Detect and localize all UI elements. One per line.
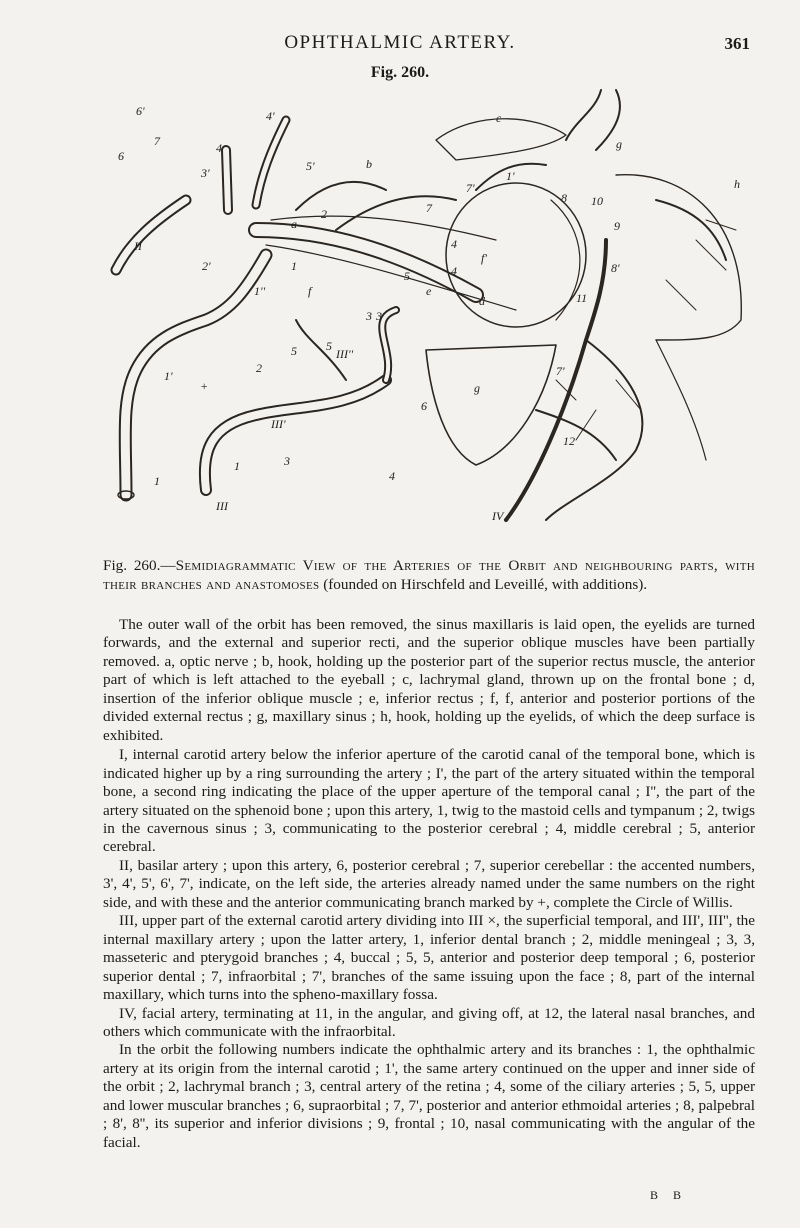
illustration-label: e [426, 284, 432, 298]
illustration-label: 1' [164, 369, 173, 383]
illustration-label: III' [271, 417, 286, 431]
paragraph: III, upper part of the external carotid artery dividing into III ×, the superficial temporal, and III', III'', the internal maxillary artery ; upon the latter artery, 1, inferior dental branch ; 2, middle meningeal ; 3, 3, masseteric and pterygoid branches ; 4, buccal ; 5, 5, anterior and posterior deep temporal ; 6, posterior superior dental ; 7, infraorbital ; 7', branches of the same issuing upon the face ; 8, part of the internal maxillary, which turns into the spheno-maxillary fossa. [103, 912, 755, 1004]
illustration-label: c [496, 111, 502, 125]
arteries-illustration [96, 80, 756, 530]
signature-mark: B B [649, 1188, 687, 1202]
caption-title: Semidiagrammatic View of the Arteries of the Orbit and neighbouring parts, with their branches and anastomoses [103, 557, 755, 593]
illustration-label: f [308, 284, 312, 298]
body-text [103, 616, 755, 1152]
illustration-label: 7' [556, 364, 565, 378]
illustration-label: 8 [561, 191, 567, 205]
caption-number: Fig. 260.— [103, 557, 176, 574]
illustration-label: 1 [234, 459, 240, 473]
illustration-label: 3 [284, 454, 290, 468]
illustration-label: 5 [291, 344, 297, 358]
illustration-label: 4 [451, 264, 457, 278]
illustration-label: 7 [426, 201, 432, 215]
paragraph: In the orbit the following numbers indicate the ophthalmic artery and its branches : 1, the ophthalmic artery at its origin from the internal carotid ; 1', the same artery continued on the upper and inner side of the orbit ; 2, lachrymal branch ; 3, central artery of the retina ; 4, some of the ciliary arteries ; 5, 5, upper and lower muscular branches ; 6, supraorbital ; 7, 7', posterior and anterior ethmoidal arteries ; 8, palpebral ; 8', 8'', its superior and inferior divisions ; 9, frontal ; 10, nasal communicating with the angular of the facial. [103, 1041, 755, 1151]
caption-rest: (founded on Hirschfeld and Leveillé, with additions). [319, 576, 648, 593]
page-header [0, 28, 800, 58]
figure-label: Fig. 260. [370, 64, 430, 81]
illustration-label: 5' [306, 159, 315, 173]
figure-caption [103, 556, 755, 594]
illustration-label: 2' [202, 259, 211, 273]
illustration-label: 6 [118, 149, 124, 163]
illustration-label: 4 [389, 469, 395, 483]
illustration-label: 7' [466, 181, 475, 195]
illustration-label: b [366, 157, 372, 171]
paragraph: II, basilar artery ; upon this artery, 6, posterior cerebral ; 7, superior cerebellar : the accented numbers, 3', 4', 5', 6', 7', indicate, on the left side, the arteries already named under the same numbers on the right side, and with these and the anterior communicating branch marked by +, complete the Circle of Willis. [103, 856, 755, 911]
illustration-label: 1 [291, 259, 297, 273]
page-number: 361 [724, 34, 750, 53]
illustration-label: d [479, 294, 485, 308]
illustration-label: g [616, 137, 622, 151]
illustration-label: h [734, 177, 740, 191]
illustration-label: IV [492, 509, 504, 523]
illustration-label: 1' [506, 169, 515, 183]
illustration-label: III'' [336, 347, 354, 361]
illustration-label: 4 [451, 237, 457, 251]
illustration-label: 4 [216, 141, 222, 155]
illustration-label: 11 [576, 291, 588, 305]
illustration-label: 6' [136, 104, 145, 118]
illustration-label: 7 [154, 134, 160, 148]
illustration-label: 2 [256, 361, 262, 375]
illustration-label: 3' [201, 166, 210, 180]
illustration-label: 10 [591, 194, 603, 208]
illustration-label: + [200, 379, 209, 393]
illustration-label: 12 [563, 434, 575, 448]
running-title: OPHTHALMIC ARTERY. [284, 32, 516, 53]
illustration-label: a [291, 217, 297, 231]
illustration-label: 1 [154, 474, 160, 488]
illustration-label: 3 [376, 309, 382, 323]
illustration-label: II [134, 239, 142, 253]
paragraph: The outer wall of the orbit has been removed, the sinus maxillaris is laid open, the eyelids are turned forwards, and the external and superior recti, and the superior oblique muscles have been partially removed. a, optic nerve ; b, hook, holding up the posterior part of the superior rectus muscle, the anterior part of which is left attached to the eyeball ; c, lachrymal gland, thrown up on the frontal bone ; d, insertion of the inferior oblique muscle ; e, inferior rectus ; f, f, anterior and posterior portions of the divided external rectus ; g, maxillary sinus ; h, hook, holding up the eyelids, of which the deep surface is exhibited. [103, 616, 755, 744]
paragraph: I, internal carotid artery below the inferior aperture of the carotid canal of the temporal bone, which is indicated higher up by a ring surrounding the artery ; I', the part of the artery situated within the temporal bone, a second ring indicating the place of the upper aperture of the temporal canal ; I'', the part of the artery situated on the sphenoid bone ; upon this artery, 1, twig to the mastoid cells and tympanum ; 2, twigs in the cavernous sinus ; 3, communicating to the posterior cerebral ; 4, middle cerebral ; 5, anterior cerebral. [103, 746, 755, 856]
illustration-label: 1'' [254, 284, 266, 298]
illustration-label: 5 [326, 339, 332, 353]
illustration-label: g [474, 381, 480, 395]
illustration-label: 8' [611, 261, 620, 275]
illustration-label: 9 [614, 219, 620, 233]
illustration-label: 6 [421, 399, 427, 413]
illustration-label: 3 [366, 309, 372, 323]
paragraph: IV, facial artery, terminating at 11, in the angular, and giving off, at 12, the lateral nasal branches, and others which communicate with the infraorbital. [103, 1004, 755, 1040]
illustration-label: 5 [404, 269, 410, 283]
illustration-label: 4' [266, 109, 275, 123]
illustration-label: f' [481, 251, 487, 265]
illustration-label: III [216, 499, 228, 513]
illustration-label: 2 [321, 207, 327, 221]
